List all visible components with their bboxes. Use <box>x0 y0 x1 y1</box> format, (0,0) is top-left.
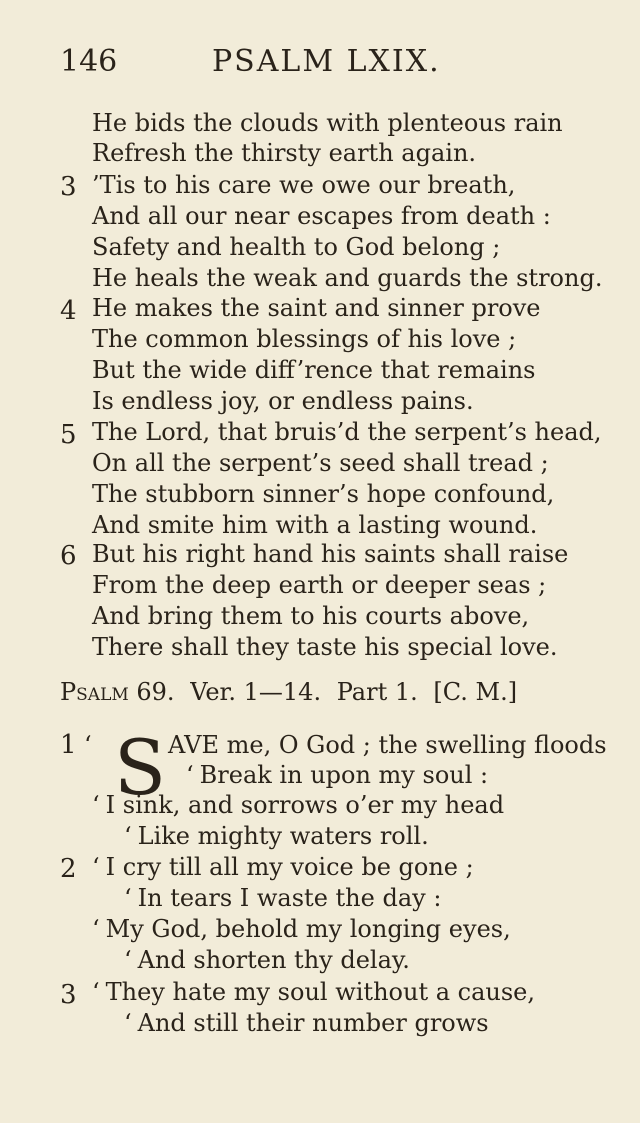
running-title: PSALM LXIX. <box>212 44 441 79</box>
verse-line: ‘ My God, behold my longing eyes, <box>92 915 511 943</box>
quote-mark: ‘ <box>124 1009 132 1037</box>
verse-line: Refresh the thirsty earth again. <box>92 139 477 167</box>
verse-line: AVE me, O God ; the swelling floods <box>168 731 607 759</box>
section-heading <box>60 676 525 708</box>
verse-line: ‘ And still their number grows <box>124 1009 489 1037</box>
verse-line: The Lord, that bruis’d the serpent’s head, <box>92 418 602 446</box>
stanza-number: 6 <box>60 541 77 571</box>
quote-mark: ‘ <box>92 978 100 1006</box>
page-number: 146 <box>60 44 118 79</box>
stanza-number: 3 <box>60 172 77 202</box>
verse-line: ‘ And shorten thy delay. <box>124 946 410 974</box>
verse-line: He heals the weak and guards the strong. <box>92 264 603 292</box>
verse-line: ‘ In tears I waste the day : <box>124 884 442 912</box>
verse-number: 2 <box>60 854 77 884</box>
verse-line: The common blessings of his love ; <box>92 325 517 353</box>
verse-line: ‘ Like mighty waters roll. <box>124 822 429 850</box>
verse-line: ‘ I sink, and sorrows o’er my head <box>92 791 505 819</box>
verse-line: ’Tis to his care we owe our breath, <box>92 171 516 199</box>
verse-line: And smite him with a lasting wound. <box>92 511 538 539</box>
quote-mark: ‘ <box>92 791 100 819</box>
verse-line: But the wide diff’rence that remains <box>92 356 536 384</box>
quote-mark: ‘ <box>124 946 132 974</box>
quote-mark: ‘ <box>84 731 92 759</box>
verse-line: There shall they taste his special love. <box>92 633 558 661</box>
heading-meter: [C. M.] <box>433 678 518 706</box>
drop-cap: S <box>114 723 167 812</box>
verse-line: He makes the saint and sinner prove <box>92 294 541 322</box>
verse-line: ‘ They hate my soul without a cause, <box>92 978 536 1006</box>
verse-line: And bring them to his courts above, <box>92 602 530 630</box>
quote-mark: ‘ <box>92 853 100 881</box>
heading-psalm: Psalm 69. <box>60 678 175 706</box>
verse-line: ‘ I cry till all my voice be gone ; <box>92 853 474 881</box>
verse-line: From the deep earth or deeper seas ; <box>92 571 547 599</box>
verse-line: ‘ Break in upon my soul : <box>186 761 489 789</box>
quote-mark: ‘ <box>124 884 132 912</box>
quote-mark: ‘ <box>124 822 132 850</box>
heading-verses: Ver. 1—14. <box>190 678 322 706</box>
verse-line: But his right hand his saints shall raise <box>92 540 569 568</box>
verse-line: The stubborn sinner’s hope confound, <box>92 480 555 508</box>
quote-mark: ‘ <box>92 915 100 943</box>
verse-line: Is endless joy, or endless pains. <box>92 387 474 415</box>
verse-number: 3 <box>60 980 77 1010</box>
verse-line: Safety and health to God belong ; <box>92 233 501 261</box>
verse-line: On all the serpent’s seed shall tread ; <box>92 449 549 477</box>
stanza-number: 5 <box>60 420 77 450</box>
verse-line: And all our near escapes from death : <box>92 202 551 230</box>
stanza-number: 4 <box>60 296 77 326</box>
quote-mark: ‘ <box>186 761 194 789</box>
page-header <box>0 44 640 84</box>
heading-part: Part 1. <box>336 678 418 706</box>
verse-line: He bids the clouds with plenteous rain <box>92 109 563 137</box>
verse-number: 1 <box>60 730 77 760</box>
